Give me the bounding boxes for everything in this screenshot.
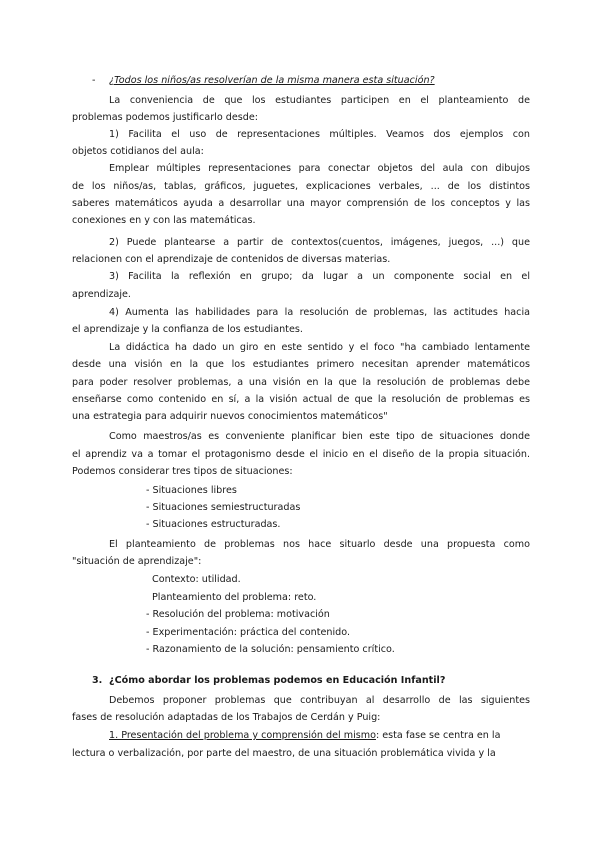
paragraph-8-line-2: el aprendiz va a tomar el protagonismo desde el inicio en el diseño de la propia situación.	[72, 449, 530, 460]
paragraph-11-line-2: lectura o verbalización, por parte del maestro, de una situación problemática vivida y la	[72, 748, 496, 759]
paragraph-4-line-2: relacionen con el aprendizaje de contenidos de diversas materias.	[72, 254, 391, 265]
paragraph-2-line-1: 1) Facilita el uso de representaciones múltiples. Veamos dos ejemplos con	[109, 129, 530, 140]
situation-item: - Situaciones semiestructuradas	[146, 502, 301, 513]
paragraph-5-line-1: 3) Facilita la reflexión en grupo; da lugar a un componente social en el	[109, 271, 530, 282]
paragraph-8-line-3: Podemos considerar tres tipos de situaciones:	[72, 466, 293, 477]
phase-item: - Experimentación: práctica del contenido.	[146, 627, 350, 638]
paragraph-1-line-1: La conveniencia de que los estudiantes participen en el planteamiento de	[109, 95, 530, 106]
paragraph-8-line-1: Como maestros/as es conveniente planificar bien este tipo de situaciones donde	[109, 431, 530, 442]
paragraph-9-line-2: "situación de aprendizaje":	[72, 556, 202, 567]
paragraph-3-line-4: conexiones en y con las matemáticas.	[72, 215, 256, 226]
paragraph-7-line-5: una estrategia para adquirir nuevos conocimientos matemáticos"	[72, 411, 388, 422]
situation-item: - Situaciones estructuradas.	[146, 519, 281, 530]
paragraph-10-line-1: Debemos proponer problemas que contribuyan al desarrollo de las siguientes	[109, 695, 530, 706]
paragraph-7-line-2: desde una visión en la que los estudiantes primero necesitan aprender matemáticos	[72, 359, 530, 370]
paragraph-3-line-1: Emplear múltiples representaciones para conectar objetos del aula con dibujos	[109, 163, 530, 174]
paragraph-3-line-3: saberes matemáticos ayuda a desarrollar una mayor comprensión de los conceptos y las	[72, 198, 530, 209]
paragraph-4-line-1: 2) Puede plantearse a partir de contextos(cuentos, imágenes, juegos, ...) que	[109, 237, 530, 248]
section-3-number: 3.	[92, 675, 103, 686]
paragraph-9-line-1: El planteamiento de problemas nos hace situarlo desde una propuesta como	[109, 539, 530, 550]
phase-1-label: 1. Presentación del problema y comprensión del mismo	[109, 730, 376, 741]
paragraph-7-line-3: para poder resolver problemas, a una visión en la que la resolución de problemas debe	[72, 377, 530, 388]
paragraph-2-line-2: objetos cotidianos del aula:	[72, 146, 204, 157]
paragraph-7-line-1: La didáctica ha dado un giro en este sentido y el foco "ha cambiado lentamente	[109, 342, 530, 353]
situation-item: - Situaciones libres	[146, 485, 237, 496]
paragraph-3-line-2: de los niños/as, tablas, gráficos, juguetes, explicaciones verbales, ... de los distintos	[72, 181, 530, 192]
paragraph-1-line-2: problemas podemos justificarlo desde:	[72, 112, 258, 123]
phase-item: - Razonamiento de la solución: pensamiento crítico.	[146, 644, 395, 655]
paragraph-6-line-2: el aprendizaje y la confianza de los estudiantes.	[72, 324, 303, 335]
paragraph-6-line-1: 4) Aumenta las habilidades para la resolución de problemas, las actitudes hacia	[109, 307, 530, 318]
paragraph-10-line-2: fases de resolución adaptadas de los Trabajos de Cerdán y Puig:	[72, 712, 381, 723]
phase-item: Contexto: utilidad.	[152, 574, 241, 585]
bullet-dash: -	[92, 75, 96, 86]
phase-item: Planteamiento del problema: reto.	[152, 592, 317, 603]
phase-item: - Resolución del problema: motivación	[146, 609, 330, 620]
paragraph-5-line-2: aprendizaje.	[72, 289, 131, 300]
paragraph-11-line-1	[109, 727, 530, 744]
phase-1-text: : esta fase se centra en la	[375, 730, 501, 741]
section-3-title: ¿Cómo abordar los problemas podemos en Educación Infantil?	[109, 675, 446, 686]
question-heading: ¿Todos los niños/as resolverían de la misma manera esta situación?	[109, 75, 435, 86]
paragraph-7-line-4: enseñarse como contenido en sí, a la visión actual de que la resolución de problemas es	[72, 394, 530, 405]
